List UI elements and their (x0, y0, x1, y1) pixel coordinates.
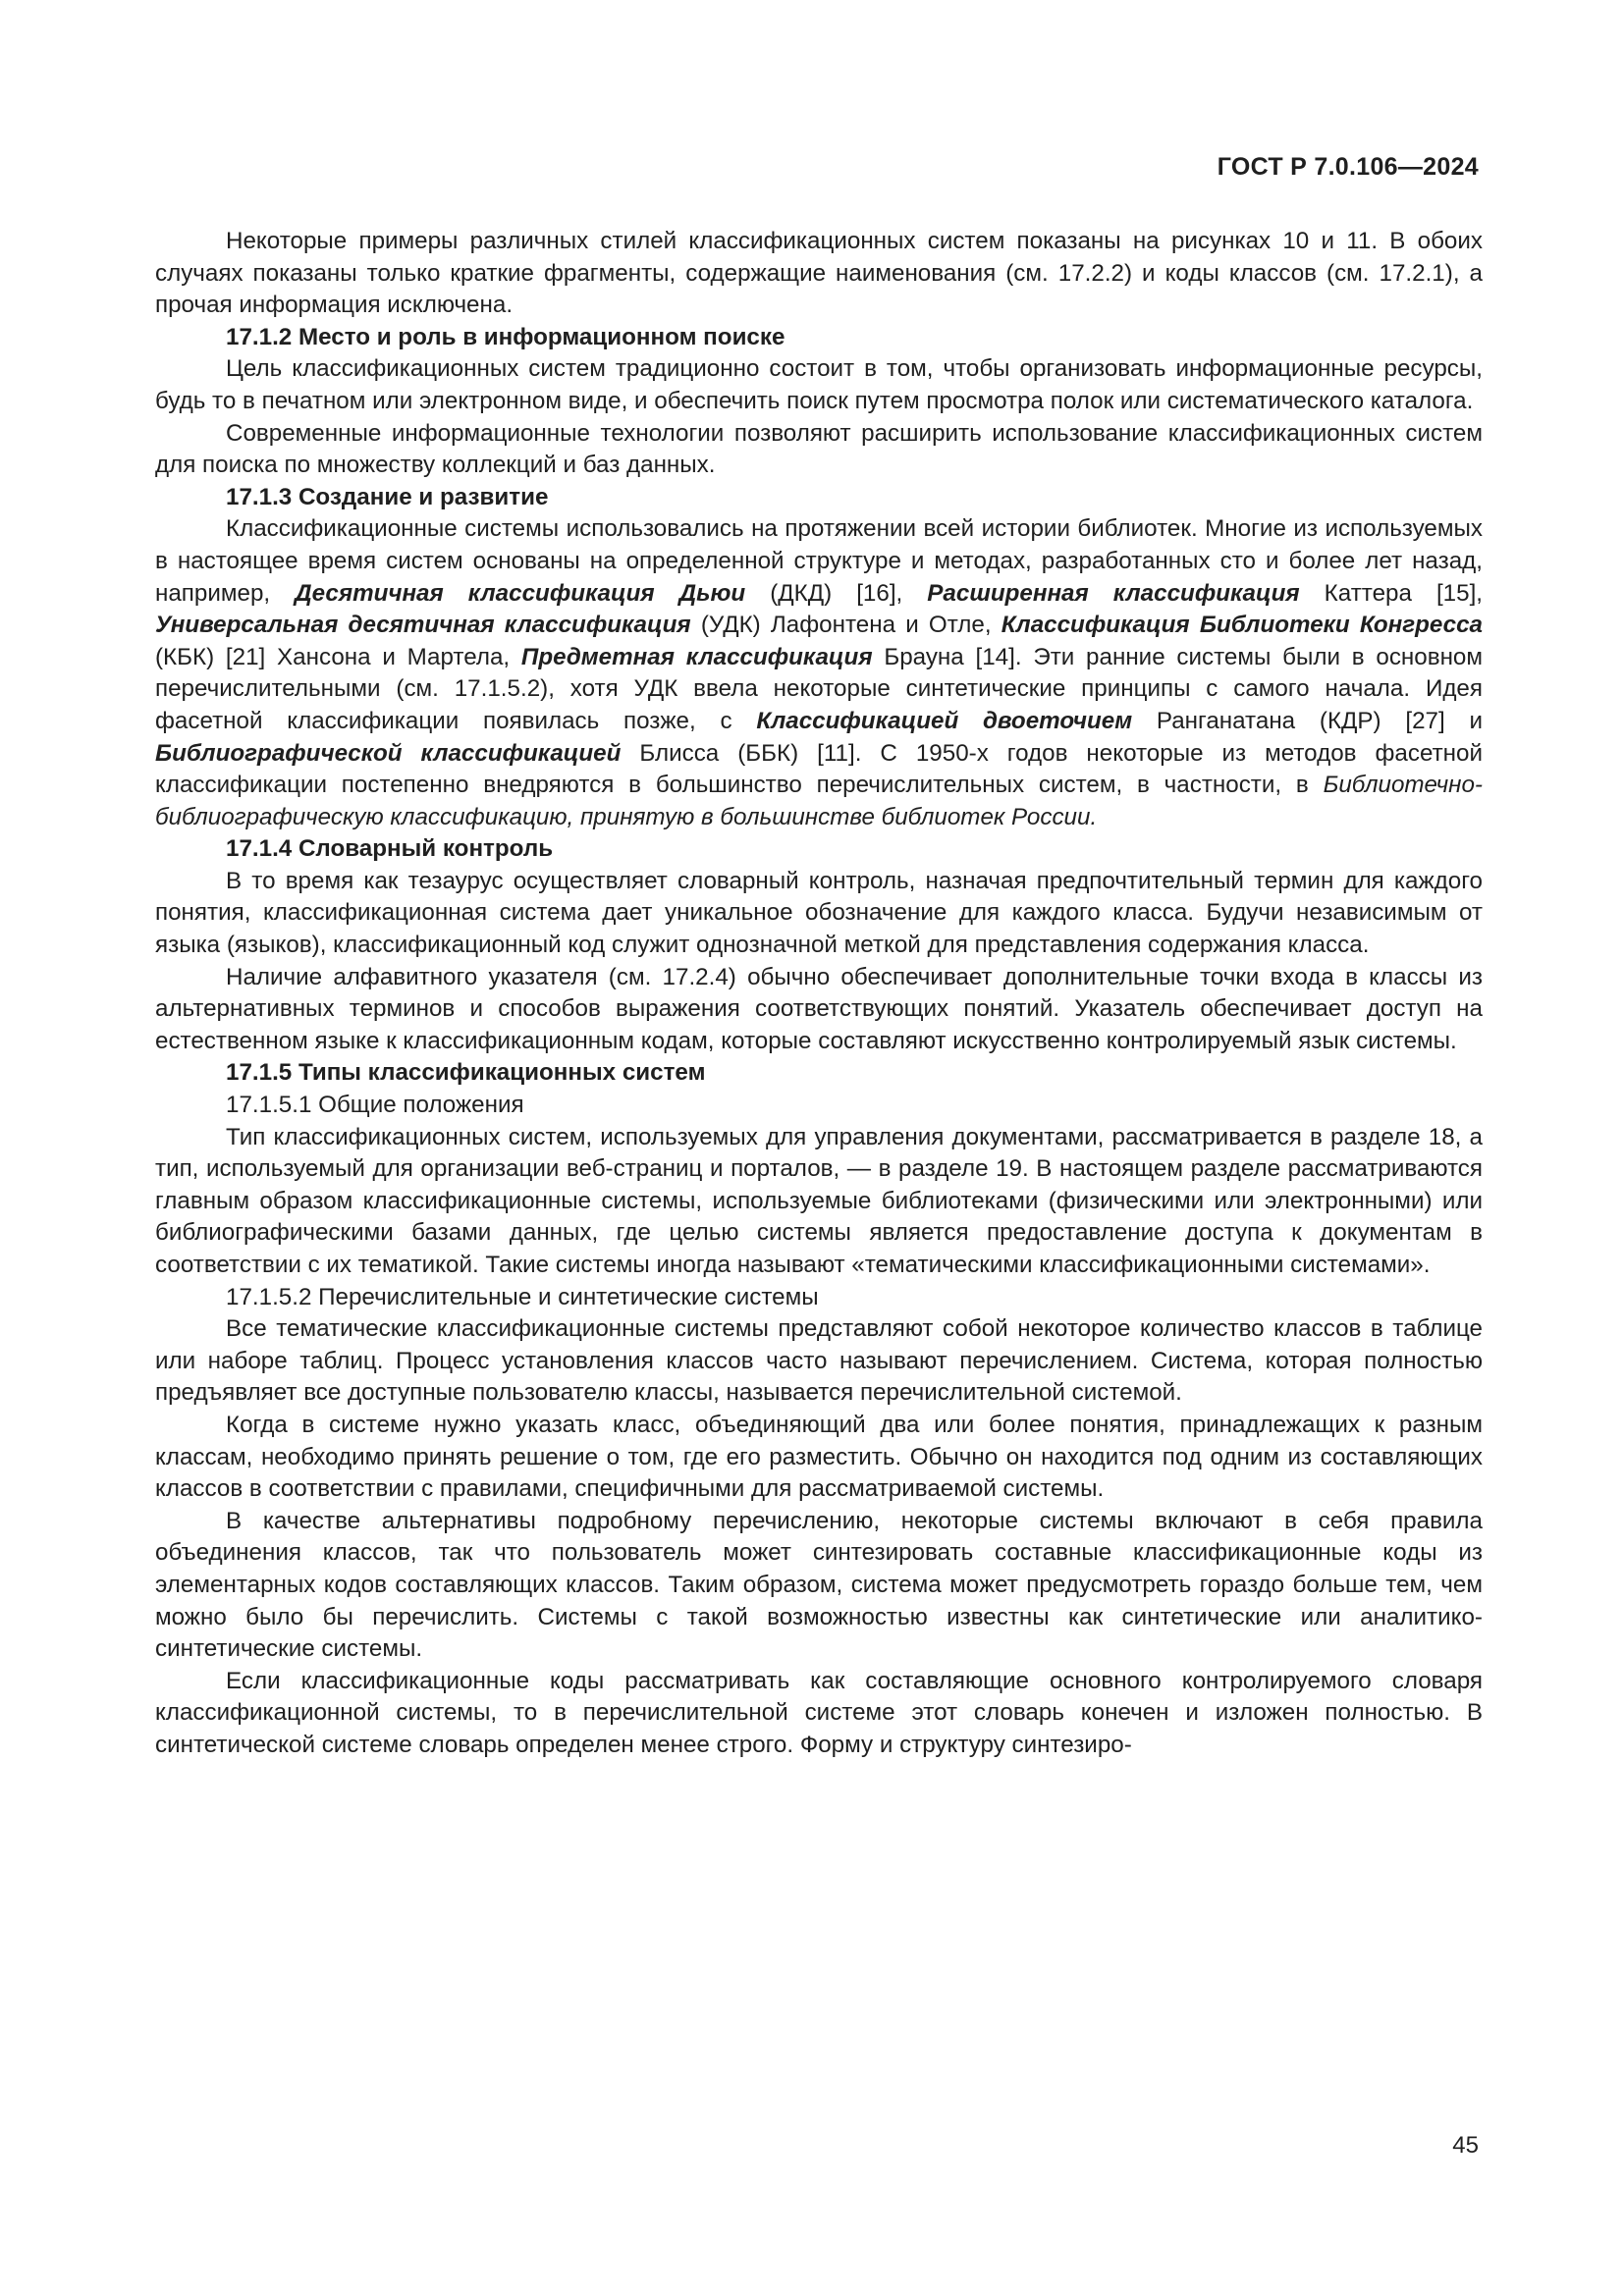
text-run: (ДКД) [16], (745, 579, 928, 607)
section-heading-17-1-2: 17.1.2 Место и роль в информационном поиске (226, 323, 785, 350)
emphasis-colon: Классификацией двоеточием (756, 707, 1133, 734)
page-body (155, 226, 1483, 1762)
paragraph: Все тематические классификационные системы представляют собой некоторое количество классов в таблице или наборе таблиц. Процесс установления классов часто называют перечислением. Система, которая полностью предъявляет все доступные пользователю классы, называется перечислительной системой. (155, 1315, 1483, 1407)
emphasis-ddc: Десятичная классификация Дьюи (295, 579, 746, 607)
paragraph: Некоторые примеры различных стилей классификационных систем показаны на рисунках 10 и 11. В обоих случаях показаны только краткие фрагменты, содержащие наименования (см. 17.2.2) и коды классов (см. 17.2.1), а прочая информация исключена. (155, 228, 1483, 319)
paragraph-classification-history (155, 513, 1483, 833)
text-run: Брауна [14]. Эти ранние системы были в основном перечислительными (см. 17.1.5.2), хотя УДК ввела некоторые синтетические принципы с самого начала. Идея фасетной классификации появилась позже, с (155, 643, 1484, 734)
text-run: Классификационные системы использовались на протяжении всей истории библиотек. Многие из используемых в настоящее время систем основаны на определенной структуре и методах, разработанных сто и более лет назад, например, (155, 515, 1483, 607)
subsection-heading-17-1-5-2: 17.1.5.2 Перечислительные и синтетические системы (226, 1283, 819, 1310)
section-heading-17-1-3: 17.1.3 Создание и развитие (226, 483, 549, 510)
paragraph: Когда в системе нужно указать класс, объединяющий два или более понятия, принадлежащих к разным классам, необходимо принять решение о том, где его разместить. Обычно он находится под одним из составляющих классов в соответствии с правилами, специфичными для рассматриваемой системы. (155, 1411, 1483, 1503)
text-run: Каттера [15], (1299, 579, 1484, 607)
emphasis-udc: Универсальная десятичная классификация (155, 612, 691, 639)
paragraph: Наличие алфавитного указателя (см. 17.2.4) обычно обеспечивает дополнительные точки входа в классы из альтернативных терминов и способов выражения соответствующих понятий. Указатель обеспечивает доступ на естественном языке к классификационным кодам, которые составляют искусственно контролируемый язык системы. (155, 963, 1483, 1054)
subsection-heading-17-1-5-1: 17.1.5.1 Общие положения (226, 1092, 524, 1119)
section-heading-17-1-4: 17.1.4 Словарный контроль (226, 835, 554, 863)
paragraph: В то время как тезаурус осуществляет словарный контроль, назначая предпочтительный термин для каждого понятия, классификационная система дает уникальное обозначение для каждого класса. Будучи независимым от языка (языков), классификационный код служит однозначной меткой для представления содержания класса. (155, 867, 1483, 959)
page-number: 45 (1452, 2132, 1479, 2159)
emphasis-expansive: Расширенная классификация (927, 579, 1300, 607)
text-run: (УДК) Лафонтена и Отле, (690, 612, 1001, 639)
paragraph: Тип классификационных систем, используемых для управления документами, рассматривается в разделе 18, а тип, используемый для организации веб-страниц и порталов, — в разделе 19. В настоящем разделе рассматриваются главным образом классификационные системы, используемые библиотеками (физическими или электронными) или библиографическими базами данных, где целью системы является предоставление доступа к документам в соответствии с их тематикой. Такие системы иногда называют «тематическими классификационными системами». (155, 1123, 1483, 1278)
paragraph: Современные информационные технологии позволяют расширить использование классификационных систем для поиска по множеству коллекций и баз данных. (155, 419, 1483, 479)
text-run: Ранганатана (КДР) [27] и (1132, 707, 1483, 734)
emphasis-bliss: Библиографической классификацией (155, 739, 622, 767)
paragraph: Цель классификационных систем традиционно состоит в том, чтобы организовать информационные ресурсы, будь то в печатном или электронном виде, и обеспечить поиск путем просмотра полок или систематического каталога. (155, 355, 1483, 414)
text-run: Блисса (ББК) [11]. С 1950-х годов некоторые из методов фасетной классификации постепенно внедряются в большинство перечислительных систем, в частности, в (155, 739, 1483, 799)
emphasis-subject: Предметная классификация (520, 643, 873, 670)
paragraph: В качестве альтернативы подробному перечислению, некоторые системы включают в себя правила объединения классов, так что пользователь может синтезировать составные классификационные коды из элементарных кодов составляющих классов. Таким образом, система может предусмотреть гораздо больше тем, чем можно было бы перечислить. Системы с такой возможностью известны как синтетические или аналитико-синтетические системы. (155, 1507, 1483, 1663)
document-code: ГОСТ Р 7.0.106—2024 (1217, 153, 1479, 181)
emphasis-bbk: Библиотечно-библиографическую классификацию, принятую в большинстве библиотек России. (155, 772, 1483, 830)
emphasis-lcc: Классификация Библиотеки Конгресса (1001, 612, 1483, 639)
section-heading-17-1-5: 17.1.5 Типы классификационных систем (226, 1059, 706, 1087)
text-run: (КБК) [21] Хансона и Мартела, (155, 643, 521, 670)
paragraph: Если классификационные коды рассматривать как составляющие основного контролируемого словаря классификационной системы, то в перечислительной системе этот словарь конечен и изложен полностью. В синтетической системе словарь определен менее строго. Форму и структуру синтезиро- (155, 1667, 1483, 1758)
